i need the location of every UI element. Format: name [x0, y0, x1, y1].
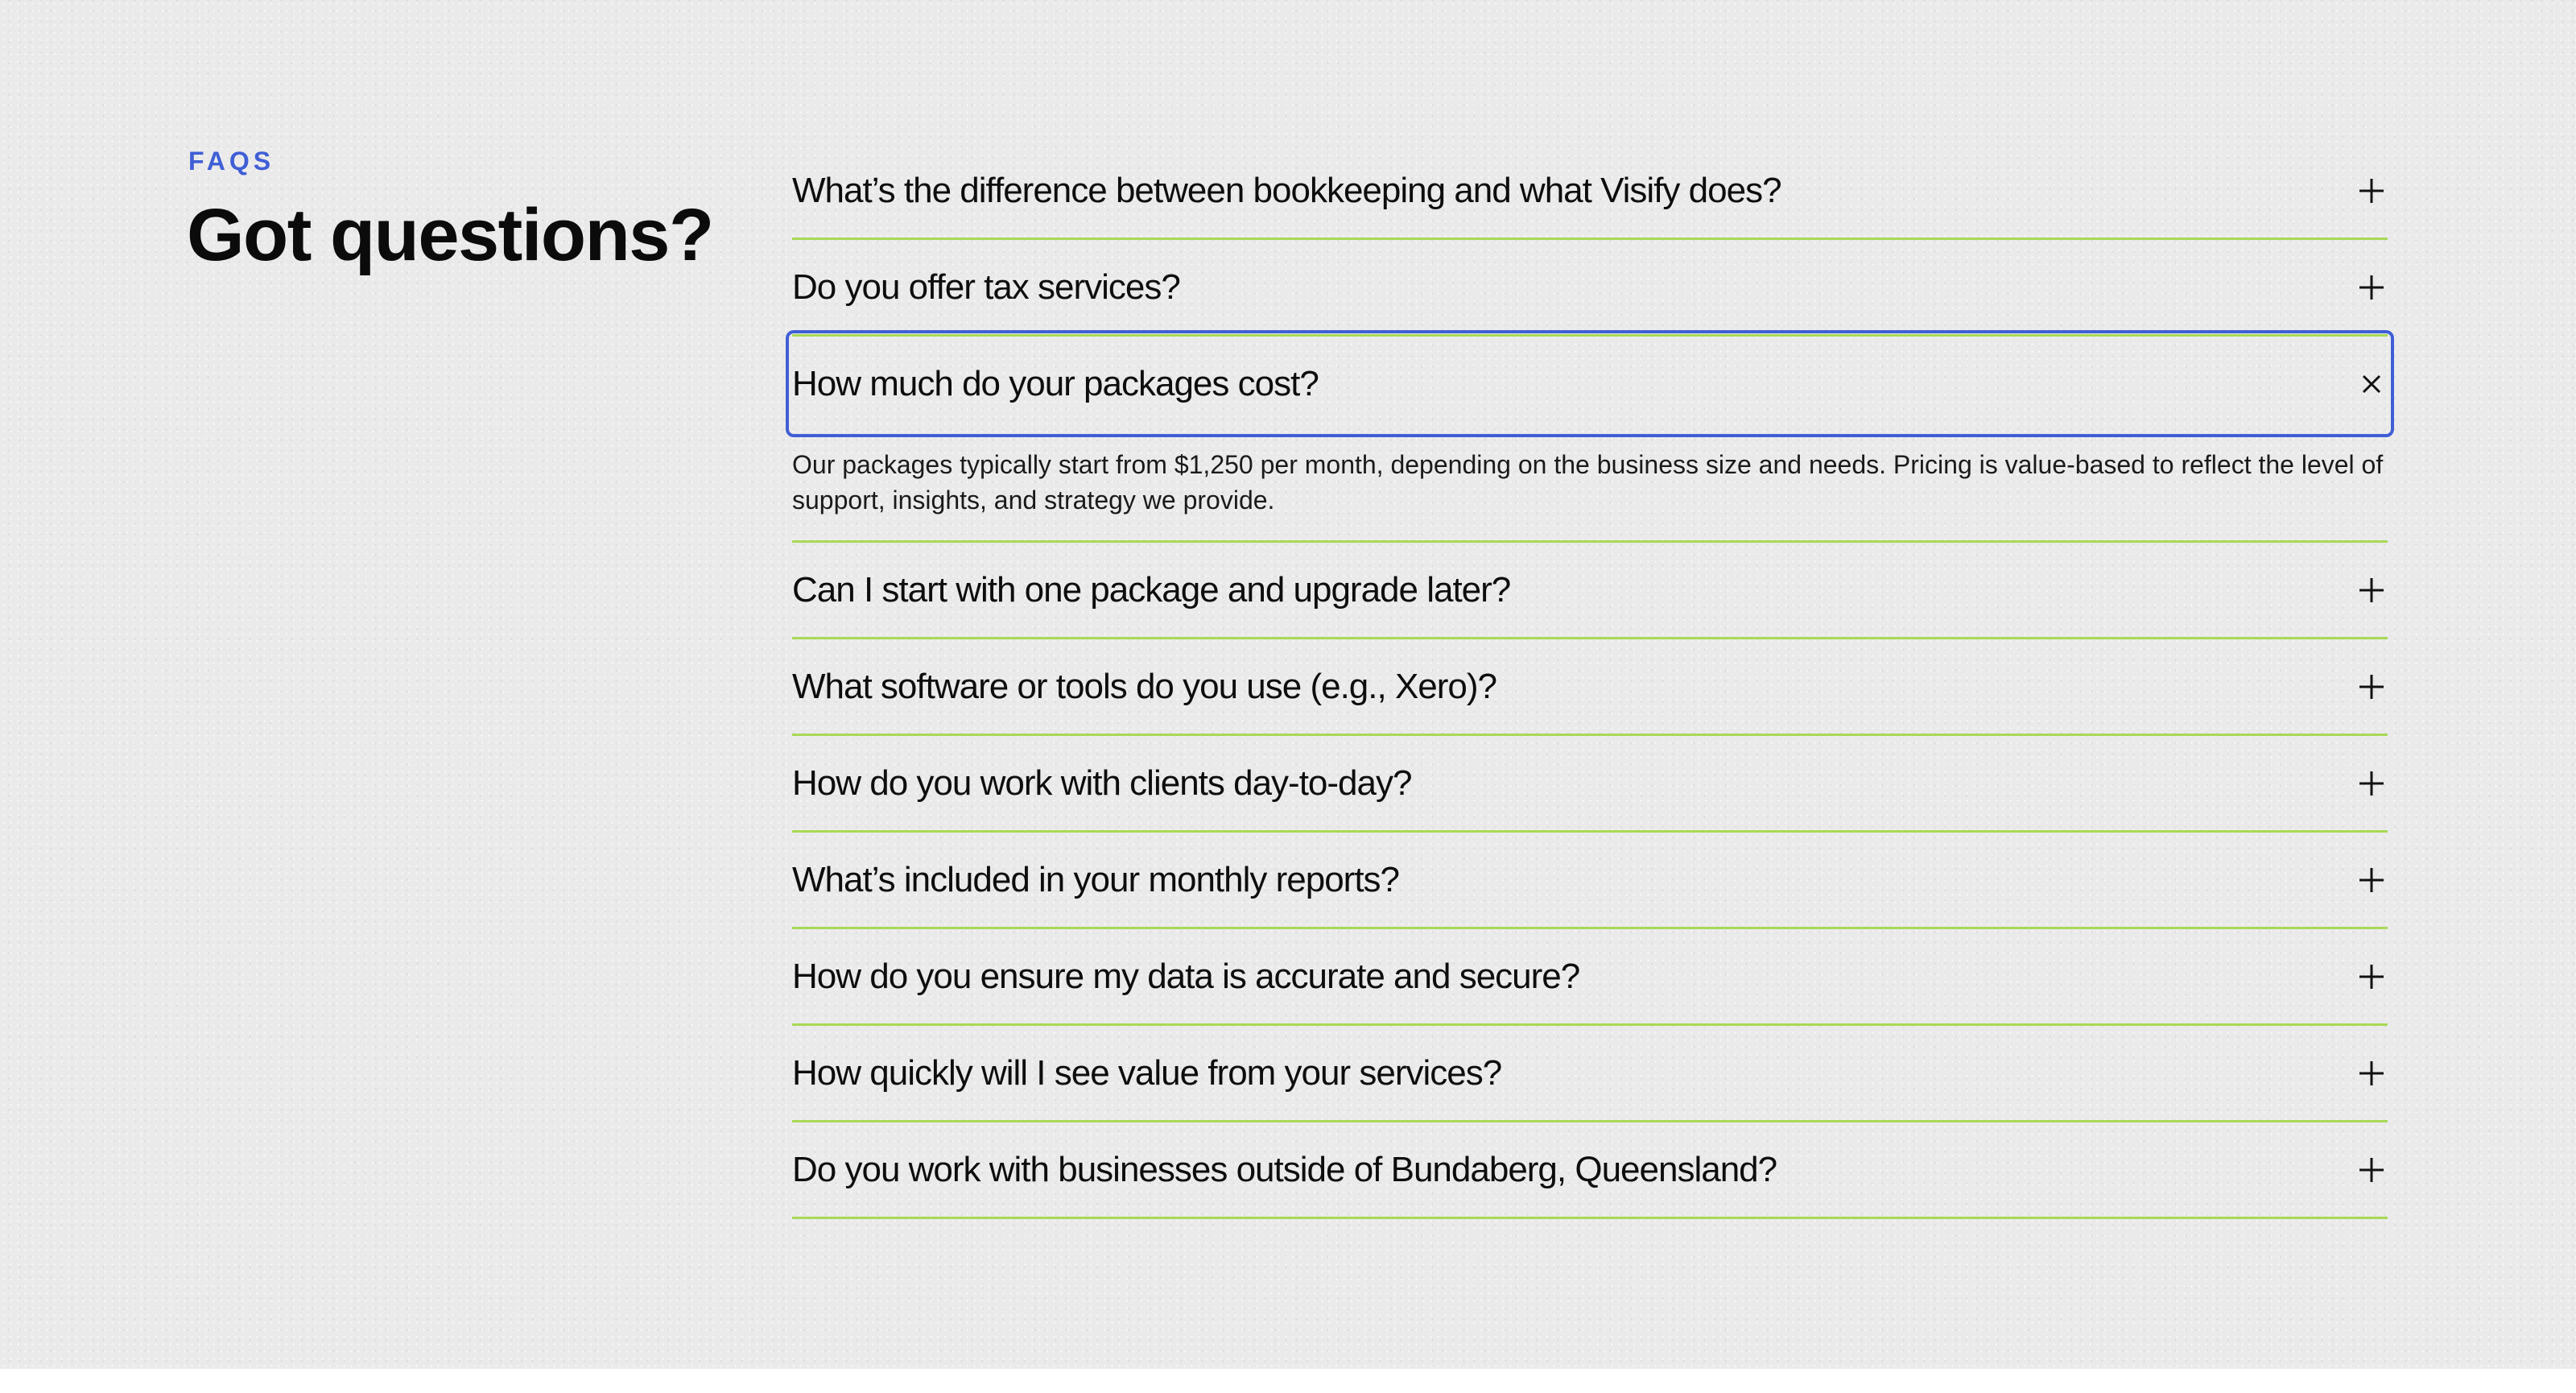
faq-item — [792, 1026, 2388, 1122]
plus-icon[interactable] — [2355, 671, 2388, 703]
faq-question-button[interactable] — [792, 639, 2388, 734]
faq-question-button[interactable] — [792, 543, 2388, 637]
faq-question-text: How quickly will I see value from your services? — [792, 1052, 1502, 1093]
faq-question-button[interactable] — [792, 833, 2388, 927]
faq-answer-text: Our packages typically start from $1,250 per month, depending on the business size and needs. Pricing is value-based to reflect the level of support, insights, and strategy we provide. — [792, 450, 2384, 515]
faq-question-button[interactable] — [792, 240, 2388, 334]
faq-question-text: Can I start with one package and upgrade later? — [792, 569, 1511, 610]
faq-item — [792, 543, 2388, 639]
faq-question-text: How do you work with clients day-to-day? — [792, 763, 1412, 803]
faq-item — [792, 929, 2388, 1026]
plus-icon[interactable] — [2355, 767, 2388, 800]
faq-item — [792, 240, 2388, 337]
faq-item — [792, 833, 2388, 929]
faq-question-button[interactable] — [792, 1026, 2388, 1120]
faq-question-text: How much do your packages cost? — [792, 363, 1319, 403]
section-eyebrow: FAQS — [188, 147, 275, 176]
close-icon[interactable] — [2355, 368, 2388, 400]
faq-question-button[interactable] — [792, 736, 2388, 830]
faq-item — [792, 143, 2388, 240]
faq-question-text: What’s the difference between bookkeeping and what Visify does? — [792, 170, 1781, 210]
plus-icon[interactable] — [2355, 175, 2388, 207]
faq-item-expanded — [792, 337, 2388, 543]
faq-question-button[interactable] — [792, 337, 2388, 431]
faq-item — [792, 1122, 2388, 1219]
faq-question-text: What software or tools do you use (e.g., Xero)? — [792, 666, 1497, 706]
plus-icon[interactable] — [2355, 864, 2388, 896]
faq-question-button[interactable] — [792, 1122, 2388, 1217]
plus-icon[interactable] — [2355, 961, 2388, 993]
section-title: Got questions? — [187, 194, 713, 276]
plus-icon[interactable] — [2355, 1154, 2388, 1186]
plus-icon[interactable] — [2355, 271, 2388, 304]
faq-question-text: How do you ensure my data is accurate and secure? — [792, 956, 1580, 996]
faq-accordion — [792, 143, 2388, 1219]
faq-question-button[interactable] — [792, 143, 2388, 238]
faq-question-text: Do you offer tax services? — [792, 267, 1180, 307]
faq-question-text: What’s included in your monthly reports? — [792, 859, 1400, 899]
faq-question-button[interactable] — [792, 929, 2388, 1023]
plus-icon[interactable] — [2355, 1057, 2388, 1089]
faq-question-text: Do you work with businesses outside of Bundaberg, Queensland? — [792, 1149, 1777, 1189]
faq-item — [792, 639, 2388, 736]
plus-icon[interactable] — [2355, 574, 2388, 606]
faq-item — [792, 736, 2388, 833]
